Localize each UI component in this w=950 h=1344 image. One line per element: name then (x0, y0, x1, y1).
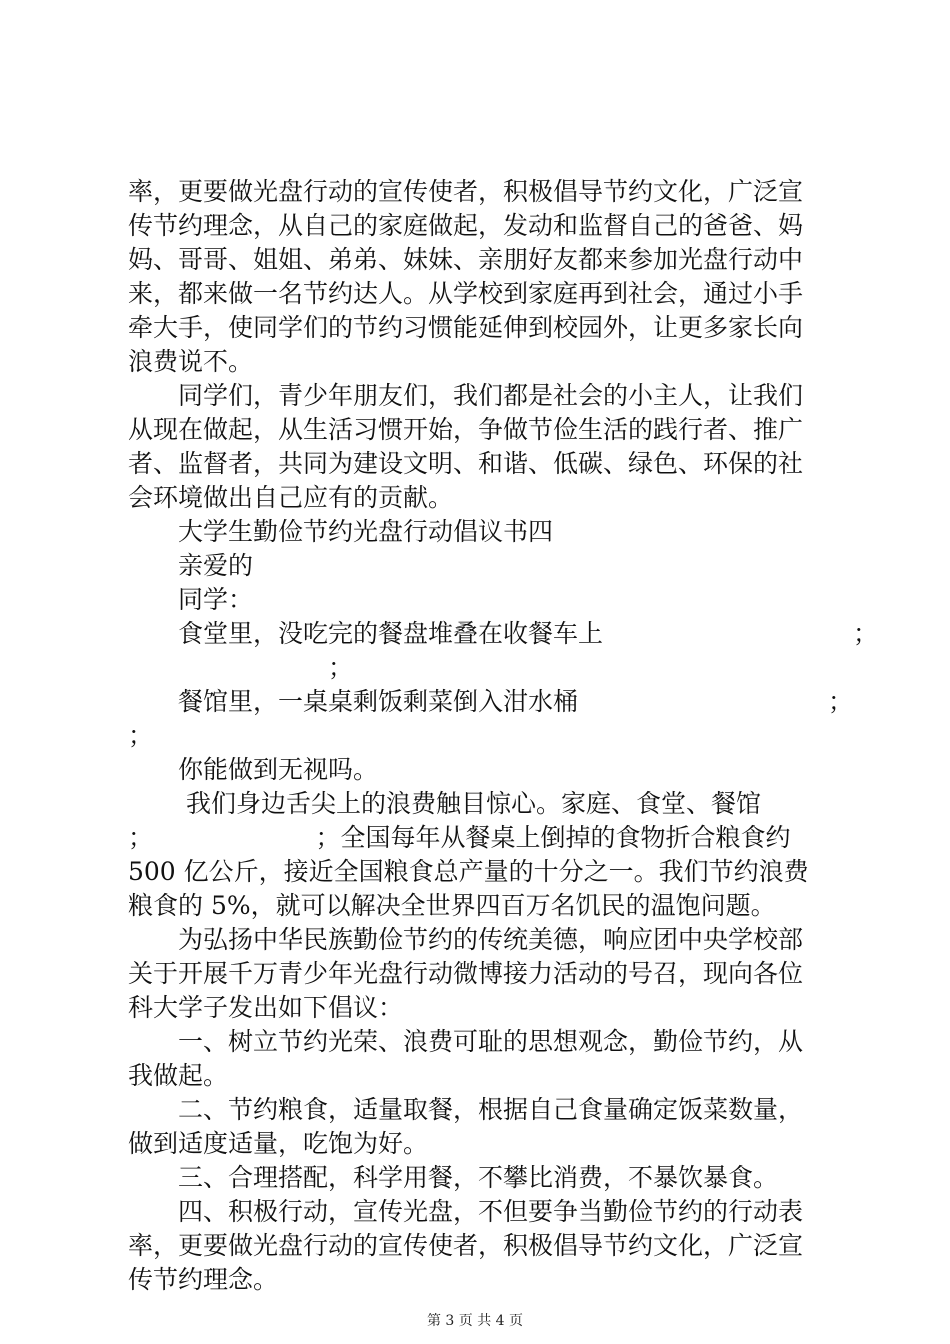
text-line: 二、节约粮食，适量取餐，根据自己食量确定饭菜数量， (128, 1095, 804, 1124)
text-line: 会环境做出自己应有的贡献。 (128, 483, 454, 512)
text-line: 来，都来做一名节约达人。从学校到家庭再到社会，通过小手 (128, 279, 804, 308)
text-line: 率，更要做光盘行动的宣传使者，积极倡导节约文化，广泛宣 (128, 177, 804, 206)
text-line: 粮食的 5%，就可以解决全世界四百万名饥民的温饱问题。 (128, 891, 776, 920)
text-line: 三、合理搭配，科学用餐，不攀比消费，不暴饮暴食。 (128, 1163, 779, 1192)
text-line: 浪费说不。 (128, 347, 254, 376)
text-line: 500 亿公斤，接近全国粮食总产量的十分之一。我们节约浪费 (128, 857, 809, 886)
text-line: 关于开展千万青少年光盘行动微博接力活动的号召，现向各位 (128, 959, 804, 988)
text-line: 亲爱的 (128, 551, 254, 580)
text-line: 四、积极行动，宣传光盘，不但要争当勤俭节约的行动表 (128, 1197, 804, 1226)
text-line: 妈、哥哥、姐姐、弟弟、妹妹、亲朋好友都来参加光盘行动中 (128, 245, 804, 274)
text-line: 食堂里，没吃完的餐盘堆叠在收餐车上 ； (128, 619, 879, 648)
text-line: 牵大手，使同学们的节约习惯能延伸到校园外，让更多家长向 (128, 313, 804, 342)
text-line: 一、树立节约光荣、浪费可耻的思想观念，勤俭节约，从 (128, 1027, 804, 1056)
text-line: 为弘扬中华民族勤俭节约的传统美德，响应团中央学校部 (128, 925, 804, 954)
text-line: 传节约理念，从自己的家庭做起，发动和监督自己的爸爸、妈 (128, 211, 804, 240)
text-line: 你能做到无视吗。 (128, 755, 379, 784)
text-line: 做到适度适量，吃饱为好。 (128, 1129, 429, 1158)
text-line: 从现在做起，从生活习惯开始，争做节俭生活的践行者、推广 (128, 415, 804, 444)
text-line: 传节约理念。 (128, 1265, 279, 1294)
text-line: 同学： (128, 585, 254, 614)
text-line: 我做起。 (128, 1061, 229, 1090)
heading-line: 大学生勤俭节约光盘行动倡议书四 (128, 517, 554, 546)
text-line: ； (128, 653, 354, 682)
text-line: ； ；全国每年从餐桌上倒掉的食物折合粮食约 (128, 823, 791, 852)
page-number-footer: 第 3 页 共 4 页 (426, 1313, 524, 1329)
text-line: 者、监督者，共同为建设文明、和谐、低碳、绿色、环保的社 (128, 449, 804, 478)
text-line: 我们身边舌尖上的浪费触目惊心。家庭、食堂、餐馆 (128, 789, 761, 818)
text-line: 同学们，青少年朋友们，我们都是社会的小主人，让我们 (128, 381, 804, 410)
text-line: 率，更要做光盘行动的宣传使者，积极倡导节约文化，广泛宣 (128, 1231, 804, 1260)
text-line: ； (128, 721, 154, 750)
text-line: 餐馆里，一桌桌剩饭剩菜倒入泔水桶 ； (128, 687, 854, 716)
text-line: 科大学子发出如下倡议： (128, 993, 404, 1022)
